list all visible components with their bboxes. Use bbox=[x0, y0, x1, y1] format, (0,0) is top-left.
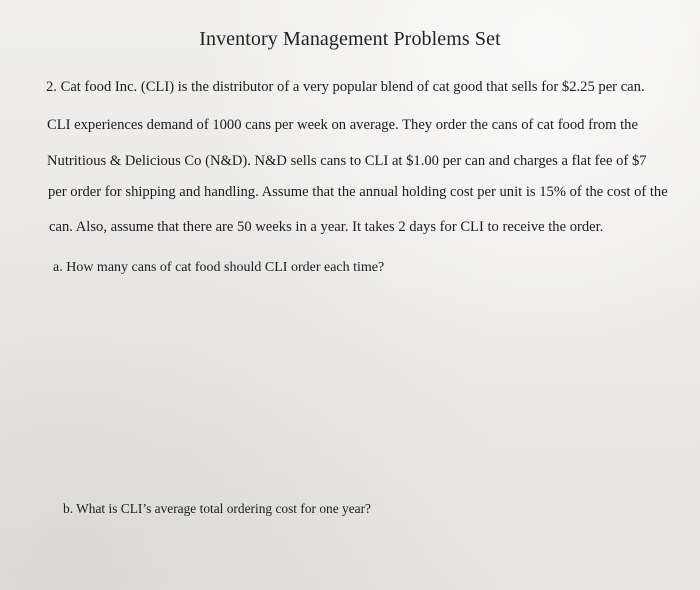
problem-text-line-5: can. Also, assume that there are 50 weeks in a year. It takes 2 days for CLI to receive the order. bbox=[49, 219, 604, 235]
question-b: b. What is CLI’s average total ordering cost for one year? bbox=[63, 501, 371, 516]
problem-text-line-3: Nutritious & Delicious Co (N&D). N&D sells cans to CLI at $1.00 per can and charges a flat fee of $7 bbox=[47, 153, 647, 169]
question-a: a. How many cans of cat food should CLI order each time? bbox=[53, 260, 385, 275]
problem-text-line-2: CLI experiences demand of 1000 cans per week on average. They order the cans of cat food from the bbox=[47, 117, 638, 133]
problem-text-line-1: 2. Cat food Inc. (CLI) is the distributor of a very popular blend of cat good that sells for $2.25 per can. bbox=[46, 79, 645, 95]
page-title: Inventory Management Problems Set bbox=[199, 28, 501, 50]
problem-text-line-4: per order for shipping and handling. Assume that the annual holding cost per unit is 15% of the cost of the bbox=[48, 184, 668, 200]
